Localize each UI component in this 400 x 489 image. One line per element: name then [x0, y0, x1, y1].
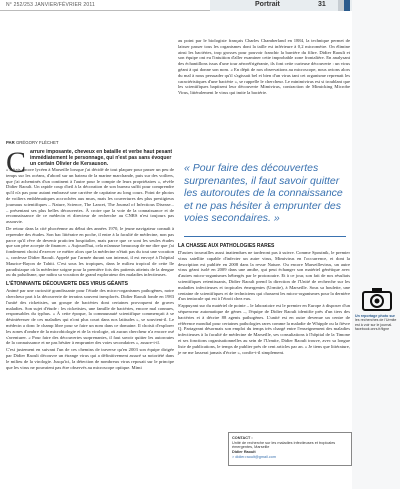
- contact-name: Didier Raoult: [232, 450, 256, 455]
- right-sidebar: [352, 0, 400, 489]
- pull-quote: « Pour faire des découvertes surprenantes, il faut savoir quitter les autoroutes de la connaissance et ne pas hésiter à emprunter des voies secondaires. »: [184, 162, 343, 224]
- column-right: [178, 38, 350, 97]
- body-paragraph: « J'étais encore lycéen à Marseille lorsque j'ai décidé de tout plaquer pour passer un peu de temps sur les océans, d'abord sur un bateau de la marine marchande, puis sur des voiliers, que j'ai acheminés d'un continent à l'autre pour le compte de leurs propriétaires », révèle Didier Raoult. Un rapide coup d'œil à la décoration de son bureau suffit pour comprendre qu'il n'a pas pour autant embrassé une carrière de capitaine au long cours. Point de photos de voiliers emblématiques accrochées aux murs, mais les couvertures des plus prestigieux journaux scientifiques – Nature, Science, The Lancet, The Journal of Infectious Disease... – présentant ses plus belles découvertes. À croire que la voie de la connaissance et de reconnaissance de ce médecin et directeur de recherche au CNRS n'est toujours pas assouvie.: [6, 167, 174, 225]
- page-header: [0, 0, 400, 11]
- header-tab-blue: [344, 0, 350, 11]
- contact-label: CONTACT :: [232, 436, 253, 440]
- byline-prefix: PAR: [6, 140, 15, 145]
- byline: [6, 140, 59, 145]
- pull-quote-rule: [184, 236, 346, 237]
- photo-caption-lead: Un reportage photo sur: [355, 314, 395, 318]
- photo-caption-body: les recherches de l'Urmite est à voir sur le journal. facebook.cnrs.fr/ligne: [355, 318, 397, 332]
- subheading: L'ÉTONNANTE DÉCOUVERTE DES VIRUS GÉANTS: [6, 281, 128, 288]
- column-right-lower: [178, 240, 350, 356]
- contact-box: [228, 432, 352, 466]
- body-paragraph: D'autres trouvailles aussi inattendues ne tarderont pas à suivre. Comme Spoutnik, le premier virus satellite capable d'infecter un autre virus, Mimivirus en l'occurrence, et dont la description est publiée en 2008 dans la revue Nature. Ou encore Marseillevirus, un autre virus géant isolé en 2009 dans une amibe, qui peut échanger son matériel génétique avec d'autres micro-organismes hébergés par le protozoaire. Et à ce jour, son fait de nos résultats scientifiques retentissants, Didier Raoult prend la direction de l'Unité de recherche sur les maladies infectieuses et tropicales émergentes (Urmite), à Marseille. Sous sa houlette, une centaine de scientifiques et de techniciens qui chassent les micro-organismes pour la dernière d'un tentacule qui est à l'étroit chez eux.: [178, 250, 350, 302]
- body-paragraph: C'est justement en suivant l'un de ces chemins de traverse qu'en 2003 son équipe dirigée par Didier Raoult découvre un étrange virus qui a définitivement assuré sa notoriété dans le milieu de la virologie. Jusqu'ici, la détection de nombreux virus reposait sur le principe que les virus ne pouvaient pas être observés au microscope optique. Mimi: [6, 347, 174, 370]
- body-paragraph: De retour dans la cité phocéenne au début des années 1970, le jeune navigateur connaît à reprendre des études. Son bac littéraire en poche, il entre à la faculté de médecine, non pas parce qu'il rêve de devenir praticien hospitalier, mais parce que ce sont les seules études que son père accepte de financer. « Aujourd'hui, cela m'amuse beaucoup de me dire que j'ai fondement choisi d'exercer ce métier alors que la médecine n'était pas du tout une vocation », confesse Didier Raoult. Appelé par l'armée durant son internat, il est envoyé à l'hôpital Maurice-Bayon de Tahiti. C'est sous les tropiques, dans le milieu tropical de cette île paradisiaque où la médecine soigne pour la première fois des patients atteints de la dengue ou du paludisme, que naîtra sa vocation de grand explorateur des maladies infectieuses.: [6, 225, 174, 278]
- body-paragraph: au point par le biologiste français Charles Chamberland en 1884, la technique permet de laisser passer tous les organismes dont la taille est inférieure à 0,2 micromètre. On élimine ainsi les bactéries, trop grosses pour pouvoir franchir la barrière du filtre. Didier Raoult et son équipe ont eu l'intuition d'aller examiner cette improbable zone frontalière. En analysant des échantillons issus d'une tour aéroréfrigérante, ils font cette curieuse découverte : un virus géant à qui donne son nom. « En dépit de nos observations au microscope, nous avions alors du mal à nous persuader qu'il s'agissait bel et bien d'un virus tant cet organisme reprenait les caractéristiques d'une bactérie », se rappelle le chercheur. Le minimivirus est si troublant que les scientifiques baptisent leur découverte Mimivirus, contraction de Mimicking Microbe Virus, littéralement le virus qui imite la bactérie.: [178, 38, 350, 96]
- section-title: Portrait: [255, 1, 280, 8]
- subheading: LA CHASSE AUX PATHOLOGIES RARES: [178, 243, 275, 249]
- lead-paragraph: arrure imposante, cheveux en bataille et verbe haut pesant immédiatement le personnage, qui n'est pas sans évoquer un certain Olivier de Kersauson.: [30, 149, 173, 168]
- page-number: 31: [318, 1, 326, 8]
- body-paragraph: Animé par une curiosité grandissante pour l'étude des micro-organismes pathogènes, notre chercheur part à la découverte de terrains souvent inexplorés. Didier Raoult fonde en 1983 l'unité des rickettsies, un groupe de bactéries dont certaines provoquent de graves maladies. Son sujet d'étude : les rickettsies, une famille de bactéries, encore mal connues, responsables du typhus. « À cette époque, la communauté scientifique commençait à se désintéresser de ces maladies qui n'ont plus court dans nos latitudes », se souvient-il. Le médecin a donc le champ libre pour se faire un nom dans ce domaine. Il choisit d'explorer les zones d'ombre de la microbiologie et de la virologie, où aucun chercheur n'a encore osé s'aventurer. « Pour faire des découvertes surprenantes, il faut savoir quitter les autoroutes de la connaissance et ne pas hésiter à emprunter des voies secondaires », assure-t-il.: [6, 288, 174, 346]
- byline-author: GRÉGORY FLÉCHET: [15, 140, 59, 145]
- drop-cap: C: [6, 146, 27, 179]
- camera-icon: [362, 287, 392, 311]
- issue-label: N° 252/253 JANVIER/FÉVRIER 2011: [6, 2, 95, 8]
- contact-unit: Unité de recherche sur les maladies infectieuses et tropicales émergentes, Marseille: [232, 440, 336, 450]
- photo-caption: [355, 314, 400, 332]
- contact-email[interactable]: > didier.raoult@gmail.com: [232, 454, 277, 459]
- column-left: [6, 167, 174, 371]
- body-paragraph: S'appuyant sur du matériel de pointe – le laboratoire est le premier en Europe à disposer d'un séquenceur automatique de gènes –, l'équipe de Didier Raoult identifie près d'un tiers des bactéries et à décrire 88 agents pathogènes. L'unité est en outre devenue un centre de référence mondial pour certaines pathologies rares comme la maladie de Whipple ou la fièvre Q. Partageant désormais son emploi du temps très chargé entre l'enseignement des maladies infectieuses à la faculté de médecine de Marseille, ses consultations à l'hôpital de la Timone et ses fonctions organisationnelles au sein de l'Urmite, Didier Raoult trouve, avec sa longue liste de publications, le temps de publier près de cent articles par an. « Je tiens que littérature, je ne me lasserai jamais d'écrire », confie-t-il simplement.: [178, 303, 350, 355]
